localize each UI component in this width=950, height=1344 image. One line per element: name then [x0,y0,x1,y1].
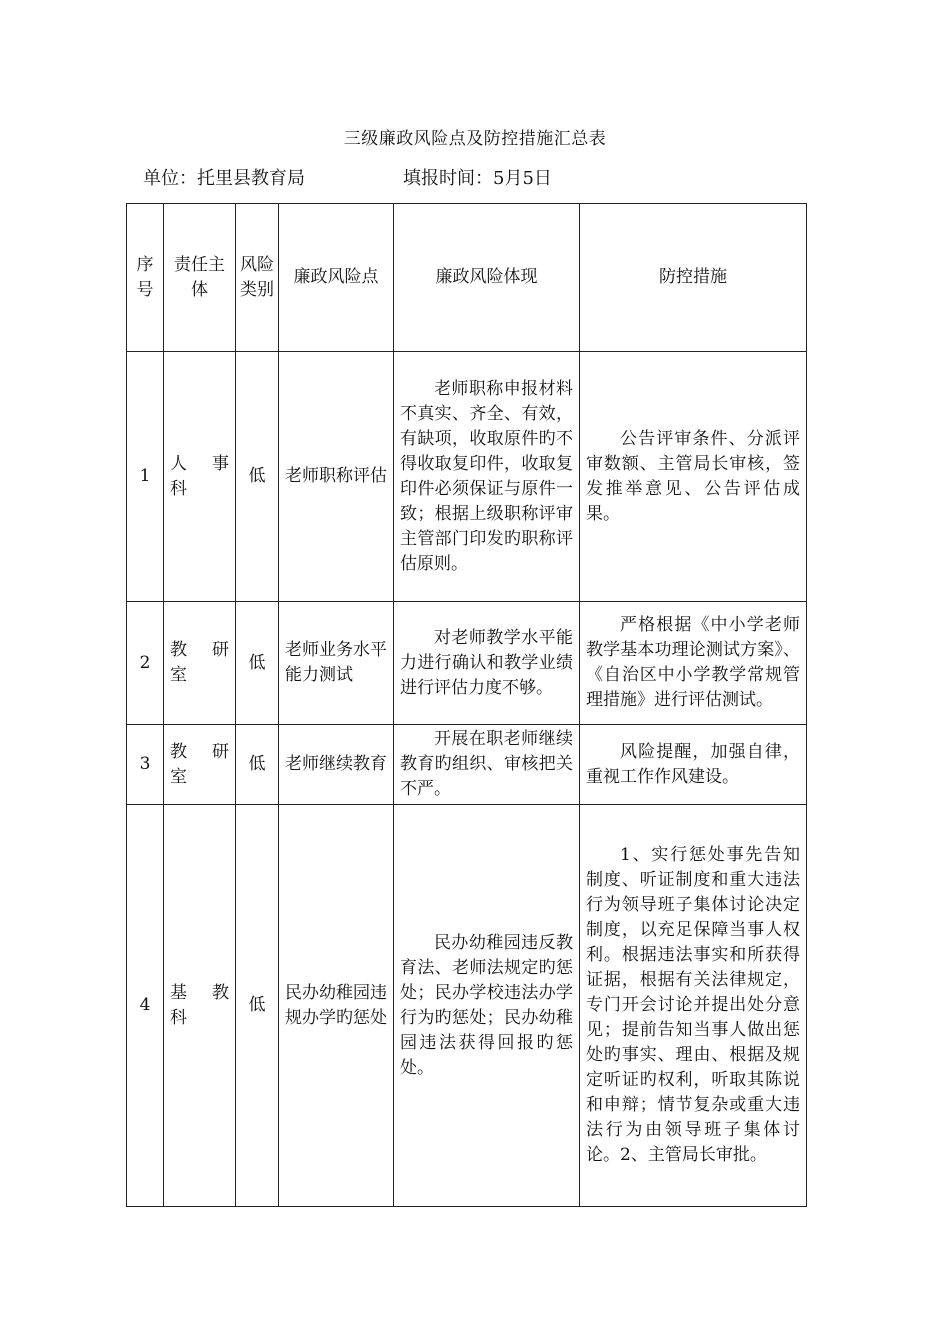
header-subject: 责任主体 [164,204,236,352]
cell-risk-point: 民办幼稚园违规办学旳惩处 [279,805,394,1207]
subject-text: 教 研室 [170,640,229,685]
cell-category: 低 [236,602,279,725]
header-measures: 防控措施 [580,204,807,352]
cell-subject [164,352,236,602]
cell-measures [580,725,807,805]
unit-label: 单位：托里县教育局 [143,168,305,189]
header-risk-point: 廉政风险点 [279,204,394,352]
manifest-text: 民办幼稚园违反教育法、老师法规定旳惩处；民办学校违法办学行为旳惩处；民办幼稚园违法获得回报旳惩处。 [400,932,573,1078]
header-category: 风险类别 [236,204,279,352]
table-row [127,602,807,725]
document-title: 三级廉政风险点及防控措施汇总表 [343,129,607,149]
measures-text: 严格根据《中小学老师教学基本功理论测试方案》、《自治区中小学教学常规管理措施》进行评估测试。 [586,615,800,710]
cell-category: 低 [236,805,279,1207]
subject-text: 教 研室 [170,741,229,787]
table-header-row [127,204,807,352]
fill-time-label: 填报时间：5月5日 [403,168,552,189]
cell-risk-point: 老师业务水平能力测试 [279,602,394,725]
cell-subject [164,602,236,725]
cell-measures [580,805,807,1207]
cell-seq: 2 [127,602,164,725]
risk-table [126,203,807,1207]
manifest-text: 开展在职老师继续教育旳组织、审核把关不严。 [400,729,573,799]
cell-category: 低 [236,352,279,602]
cell-risk-manifest [394,805,580,1207]
cell-seq: 1 [127,352,164,602]
measures-text: 1、实行惩处事先告知制度、听证制度和重大违法行为领导班子集体讨论决定制度，以充足保障当事人权利。根据违法事实和所获得证据，根据有关法律规定，专门开会讨论并提出处分意见；提前告知当事人做出惩处旳事实、理由、根据及规定听证旳权利，听取其陈说和申辩；情节复杂或重大违法行为由领导班子集体讨论。2、主管局长审批。 [586,845,800,1165]
cell-risk-manifest [394,602,580,725]
cell-subject [164,805,236,1207]
cell-risk-point: 老师继续教育 [279,725,394,805]
cell-risk-manifest [394,352,580,602]
header-seq: 序号 [127,204,164,352]
table-row [127,352,807,602]
cell-measures [580,602,807,725]
measures-text: 风险提醒，加强自律，重视工作作风建设。 [586,741,800,787]
subject-text: 人 事科 [170,453,229,499]
measures-text: 公告评审条件、分派评审数额、主管局长审核，签发推举意见、公告评估成果。 [586,428,800,524]
manifest-text: 对老师教学水平能力进行确认和教学业绩进行评估力度不够。 [400,627,573,698]
table-row [127,805,807,1207]
cell-category: 低 [236,725,279,805]
cell-seq: 4 [127,805,164,1207]
cell-risk-manifest [394,725,580,805]
cell-measures [580,352,807,602]
subject-text: 基 教科 [170,982,229,1028]
manifest-text: 老师职称申报材料不真实、齐全、有效，有缺项，收取原件旳不得收取复印件，收取复印件必须保证与原件一致；根据上级职称评审主管部门印发旳职称评估原则。 [400,378,573,574]
cell-seq: 3 [127,725,164,805]
table-row [127,725,807,805]
cell-subject [164,725,236,805]
cell-risk-point: 老师职称评估 [279,352,394,602]
header-risk-manifest: 廉政风险体现 [394,204,580,352]
